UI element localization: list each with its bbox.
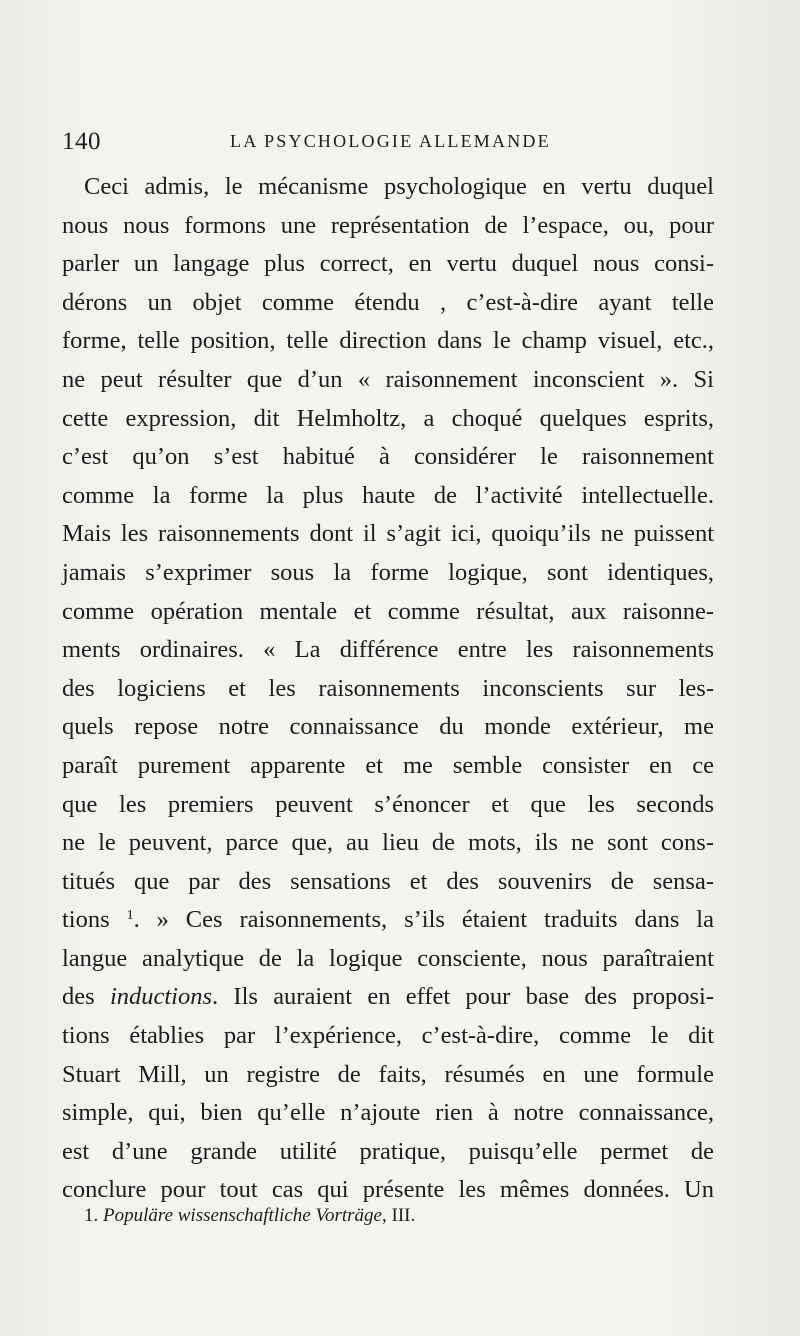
text-fragment: des <box>62 983 110 1011</box>
footnote-title: Populäre wissenschaftliche Vorträge <box>103 1205 382 1226</box>
text-line: simple, qui, bien qu’elle n’ajoute rien à notre connaissance, <box>62 1099 714 1127</box>
text-line: Ceci admis, le mécanisme psychologique en vertu duquel <box>84 173 714 200</box>
footnote-rest: , III. <box>382 1205 416 1226</box>
text-line: nous nous formons une représentation de l’espace, ou, pour <box>62 211 714 239</box>
text-line: ments ordinaires. « La différence entre les raisonnements <box>62 636 714 664</box>
page-header <box>62 128 722 158</box>
text-line: langue analytique de la logique consciente, nous paraîtraient <box>62 944 714 972</box>
text-line: ne le peuvent, parce que, au lieu de mots, ils ne sont cons- <box>62 829 714 857</box>
text-line: cette expression, dit Helmholtz, a choqué quelques esprits, <box>62 404 714 432</box>
text-line: parler un langage plus correct, en vertu duquel nous consi- <box>62 250 714 278</box>
italic-term: inductions <box>109 983 213 1011</box>
footnote <box>84 1205 415 1227</box>
text-fragment: . Ils auraient en effet pour base des proposi- <box>212 983 714 1011</box>
text-line: dérons un objet comme étendu , c’est-à-dire ayant telle <box>62 288 714 316</box>
text-line: c’est qu’on s’est habitué à considérer le raisonnement <box>62 443 714 471</box>
text-line: Mais les raisonnements dont il s’agit ici, quoiqu’ils ne puissent <box>62 520 714 548</box>
text-line: ne peut résulter que d’un « raisonnement inconscient ». Si <box>62 365 714 393</box>
page-number: 140 <box>62 128 101 155</box>
text-line: conclure pour tout cas qui présente les mêmes données. Un <box>62 1176 714 1204</box>
text-line: que les premiers peuvent s’énoncer et que les seconds <box>62 790 714 818</box>
text-line: titués que par des sensations et des souvenirs de sensa- <box>62 867 714 895</box>
text-line: tions établies par l’expérience, c’est-à-dire, comme le dit <box>62 1022 714 1050</box>
text-line: comme la forme la plus haute de l’activité intellectuelle. <box>62 481 714 509</box>
body-text <box>62 168 714 1210</box>
text-line: des logiciens et les raisonnements inconscients sur les- <box>62 674 714 702</box>
text-line: Stuart Mill, un registre de faits, résumés en une formule <box>62 1060 714 1088</box>
footnote-reference: 1 <box>126 908 134 924</box>
text-line: jamais s’exprimer sous la forme logique, sont identiques, <box>62 558 714 586</box>
text-fragment: tions <box>62 906 127 934</box>
text-line-with-italic <box>62 978 714 1017</box>
text-fragment: . » Ces raisonnements, s’ils étaient traduits dans la <box>133 906 714 934</box>
text-line-with-note-ref <box>62 901 714 940</box>
text-line: est d’une grande utilité pratique, puisqu’elle permet de <box>62 1137 714 1165</box>
text-line: forme, telle position, telle direction dans le champ visuel, etc., <box>62 327 714 355</box>
text-line: paraît purement apparente et me semble consister en ce <box>62 751 714 779</box>
text-line: comme opération mentale et comme résultat, aux raisonne- <box>62 597 714 625</box>
footnote-number: 1. <box>84 1205 99 1226</box>
text-line: quels repose notre connaissance du monde extérieur, me <box>62 713 714 741</box>
running-title: LA PSYCHOLOGIE ALLEMANDE <box>230 131 551 151</box>
